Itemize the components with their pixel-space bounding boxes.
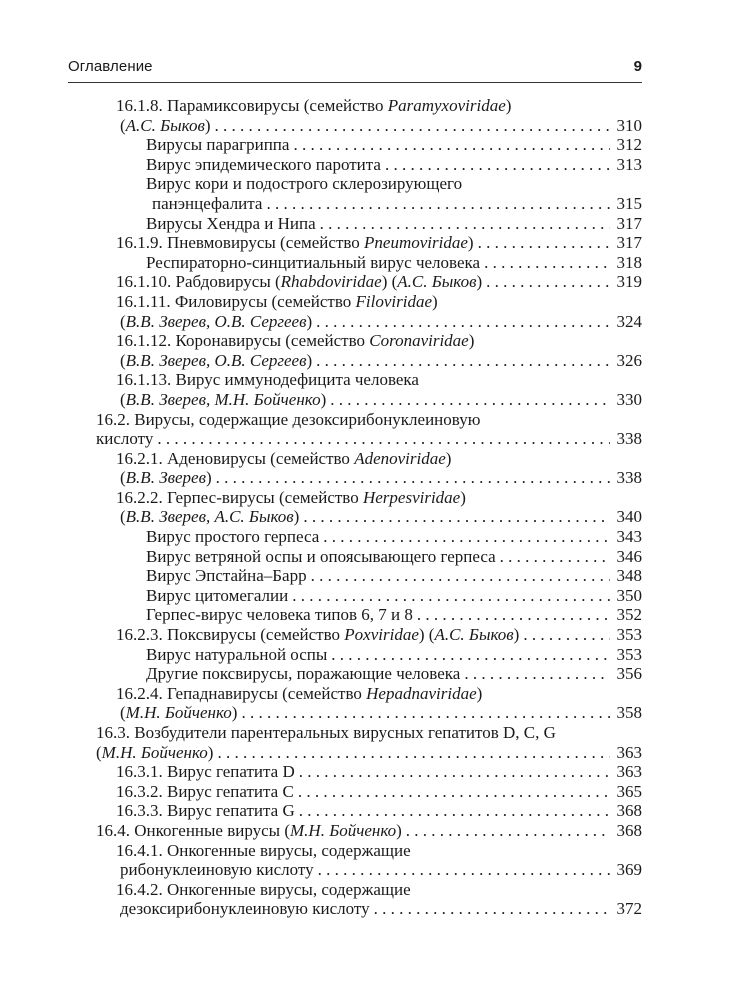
toc-entry (96, 723, 642, 743)
toc-entry-text (116, 449, 451, 468)
toc-page-number: 317 (616, 233, 642, 253)
toc-page-number: 363 (616, 742, 642, 762)
toc-entry-text (120, 351, 312, 371)
toc-entry-text-part: 16.2.3. Поксвирусы (семейство (116, 625, 345, 645)
toc-entry-text-part: ( (120, 350, 126, 370)
toc-page-number: 353 (616, 644, 642, 664)
toc-entry-text (120, 860, 314, 880)
toc-page-number: 324 (616, 311, 642, 331)
toc-page-number: 319 (616, 272, 642, 292)
dot-leader (320, 214, 610, 234)
toc-entry (96, 214, 642, 234)
toc-entry-text (120, 507, 299, 527)
toc-entry-text-part: 16.2.4. Гепаднавирусы (семейство (116, 683, 367, 703)
toc-entry-text-part: ) ( (418, 625, 435, 645)
dot-leader (293, 135, 610, 155)
toc-entry (96, 821, 642, 841)
toc-entry-text-part: ) (231, 703, 238, 723)
toc-entry-text-part: ) (460, 487, 466, 507)
toc-entry-text-part: 16.2. Вирусы, содержащие дезоксирибонуклеиновую (96, 409, 481, 429)
toc-entry-italic-text: А.С. Быков (125, 115, 205, 135)
toc-entry-text-part: Вирус натуральной оспы (146, 644, 328, 664)
toc-entry (96, 860, 642, 880)
toc-entry-text-part: ( (120, 389, 126, 409)
toc-entry-text-part: 16.1.13. Вирус иммунодефицита человека (116, 370, 419, 390)
running-title: Оглавление (68, 58, 153, 75)
dot-leader (486, 272, 610, 292)
toc-entry (96, 116, 642, 136)
toc-page-number: 346 (616, 546, 642, 566)
running-header (68, 58, 642, 80)
toc-entry-text-part: ( (96, 742, 102, 762)
toc-entry-text (146, 135, 289, 155)
toc-entry (96, 586, 642, 606)
toc-page-number: 338 (616, 429, 642, 449)
toc-entry-italic-text: Filoviridae (355, 291, 432, 311)
toc-entry-text-part: Вирус кори и подострого склерозирующего (146, 174, 463, 194)
toc-entry-italic-text: В.В. Зверев (125, 468, 206, 488)
dot-leader (303, 507, 610, 527)
toc-entry (96, 703, 642, 723)
dot-leader (298, 782, 610, 802)
toc-entry-text (96, 743, 213, 763)
toc-entry (96, 899, 642, 919)
toc-entry-italic-text: В.В. Зверев, А.С. Быков (125, 507, 294, 527)
toc-entry-text-part: дезоксирибонуклеиновую кислоту (120, 899, 370, 919)
dot-leader (484, 253, 610, 273)
toc-entry-text-part: Вирус ветряной оспы и опоясывающего герпеса (146, 546, 496, 566)
toc-entry-text-part: ) (513, 625, 520, 645)
toc-entry-italic-text: А.С. Быков (434, 625, 514, 645)
toc-entry (96, 233, 642, 253)
toc-entry-text (120, 468, 212, 488)
toc-entry-text-part: 16.2.1. Аденовирусы (семейство (116, 448, 355, 468)
dot-leader (299, 801, 610, 821)
toc-entry (96, 801, 642, 821)
toc-entry-text-part: Другие поксвирусы, поражающие человека (146, 664, 461, 684)
toc-entry-text-part: ) (207, 742, 214, 762)
dot-leader (157, 429, 610, 449)
toc-entry-text (116, 272, 482, 292)
toc-entry-text (96, 821, 402, 841)
toc-entry-text (146, 527, 319, 547)
toc-entry-text-part: Вирус эпидемического паротита (146, 154, 381, 174)
toc-entry-text (96, 429, 153, 449)
toc-page-number: 340 (616, 507, 642, 527)
toc-entry-italic-text: В.В. Зверев, О.В. Сергеев (125, 311, 307, 331)
toc-entry (96, 449, 642, 469)
toc-entry-italic-text: Adenoviridae (354, 448, 446, 468)
toc-entry (96, 135, 642, 155)
toc-entry-text-part: ) (205, 468, 212, 488)
toc-entry-text-part: 16.3.1. Вирус гепатита D (116, 762, 295, 782)
page-number: 9 (633, 58, 642, 75)
toc-entry-text (116, 880, 411, 899)
toc-entry-text-part: ) (468, 331, 475, 351)
toc-entry (96, 566, 642, 586)
toc-entry (96, 782, 642, 802)
dot-leader (311, 566, 610, 586)
toc-entry-text (120, 899, 370, 919)
toc-page-number: 356 (616, 664, 642, 684)
toc-entry-text-part: ( (120, 468, 126, 488)
toc-entry-text (120, 390, 326, 410)
toc-entry (96, 841, 642, 861)
toc-entry (96, 468, 642, 488)
dot-leader (299, 762, 610, 782)
toc-entry-italic-text: Hepadnaviridae (366, 683, 477, 703)
dot-leader (523, 625, 610, 645)
toc-entry (96, 605, 642, 625)
toc-entry (96, 664, 642, 684)
toc-page-number: 365 (616, 781, 642, 801)
toc-entry-text (116, 292, 438, 311)
toc-entry-text-part: 16.4.1. Онкогенные вирусы, содержащие (116, 840, 411, 860)
toc-entry-text-part: ) (476, 683, 483, 703)
toc-entry-text-part: 16.3. Возбудители парентеральных вирусных гепатитов D, C, G (96, 723, 556, 742)
toc-entry-text (116, 96, 511, 115)
toc-page-number: 350 (616, 585, 642, 605)
toc-entry-italic-text: Paramyxoviridae (387, 96, 506, 115)
toc-entry-text-part: 16.1.9. Пневмовирусы (семейство (116, 233, 365, 253)
toc-entry-text (116, 625, 519, 645)
toc-page-number: 326 (616, 350, 642, 370)
toc-entry-text-part: 16.1.8. Парамиксовирусы (семейство (116, 96, 388, 115)
toc-entry-italic-text: Pneumoviridae (364, 233, 468, 253)
toc-entry-text (116, 684, 482, 703)
toc-entry-italic-text: Rhabdoviridae (280, 272, 382, 292)
toc-entry-text (146, 605, 413, 625)
toc-page-number: 352 (616, 605, 642, 625)
dot-leader (331, 645, 610, 665)
toc-entry-text-part: ) (505, 96, 512, 115)
toc-entry (96, 96, 642, 116)
toc-entry-text-part: 16.3.2. Вирус гепатита C (116, 781, 294, 801)
toc-entry-text-part: рибонуклеиновую кислоту (120, 860, 314, 880)
toc-entry-text-part: 16.4.2. Онкогенные вирусы, содержащие (116, 879, 411, 899)
toc-page-number: 358 (616, 703, 642, 723)
dot-leader (241, 703, 610, 723)
toc-page-number: 330 (616, 389, 642, 409)
dot-leader (385, 155, 610, 175)
toc-entry-text-part: 16.1.11. Филовирусы (семейство (116, 291, 356, 311)
header-rule (68, 82, 642, 83)
toc-entry-text-part: ) (306, 311, 313, 331)
toc-entry-text-part: Вирус Эпстайна–Барр (146, 566, 307, 586)
toc-entry (96, 390, 642, 410)
toc-entry-text (116, 782, 294, 802)
toc-page-number: 353 (616, 625, 642, 645)
toc-entry-italic-text: М.Н. Бойченко (101, 742, 208, 762)
toc-entry (96, 331, 642, 351)
toc-entry-text (116, 331, 474, 350)
toc-entry-text-part: ) (320, 389, 327, 409)
dot-leader (417, 605, 610, 625)
toc-page-number: 313 (616, 154, 642, 174)
toc-entry-italic-text: В.В. Зверев, О.В. Сергеев (125, 350, 307, 370)
dot-leader (266, 194, 610, 214)
toc-entry-text-part: ) ( (381, 272, 398, 292)
toc-entry-italic-text: М.Н. Бойченко (125, 703, 232, 723)
toc-page-number: 363 (616, 762, 642, 782)
toc-entry-text-part: кислоту (96, 429, 154, 449)
toc-entry-text (116, 801, 295, 821)
dot-leader (330, 390, 610, 410)
toc-page-number: 338 (616, 468, 642, 488)
toc-entry-italic-text: Coronaviridae (369, 331, 469, 351)
toc-entry-text-part: ( (120, 703, 126, 723)
toc-page-number: 348 (616, 566, 642, 586)
toc-entry-text (120, 312, 312, 332)
toc-entry-text (146, 547, 496, 567)
toc-page-number: 315 (616, 193, 642, 213)
toc-entry-text-part: панэнцефалита (152, 193, 263, 213)
toc-entry (96, 429, 642, 449)
toc-entry-text (116, 233, 474, 253)
toc-entry-italic-text: М.Н. Бойченко (290, 820, 397, 840)
toc-entry-text (116, 370, 419, 389)
toc-entry (96, 684, 642, 704)
toc-entry (96, 625, 642, 645)
dot-leader (478, 233, 610, 253)
toc-page-number: 310 (616, 115, 642, 135)
toc-entry-text-part: 16.1.12. Коронавирусы (семейство (116, 331, 370, 351)
toc-entry-text-part: 16.4. Онкогенные вирусы ( (96, 820, 291, 840)
toc-page-number: 368 (616, 820, 642, 840)
dot-leader (292, 586, 610, 606)
toc-entry-text (120, 116, 211, 136)
toc-entry-text (152, 194, 262, 214)
toc-entry-text-part: ) (396, 820, 402, 840)
dot-leader (464, 664, 610, 684)
dot-leader (406, 821, 610, 841)
toc-entry-text (146, 174, 462, 193)
toc-entry-text-part: Вирусы Хендра и Нипа (146, 213, 316, 233)
toc-entry (96, 527, 642, 547)
toc-entry (96, 547, 642, 567)
toc-entry-text (116, 762, 295, 782)
toc-entry-text-part: ) (306, 350, 313, 370)
toc-page-number: 368 (616, 801, 642, 821)
toc-page-number: 343 (616, 527, 642, 547)
toc-page-number: 317 (616, 213, 642, 233)
toc-entry-text-part: ) (204, 115, 211, 135)
toc-entry-text-part: Респираторно-синцитиальный вирус человека (146, 252, 481, 272)
toc-entry-italic-text: А.С. Быков (397, 272, 477, 292)
toc-page-number: 369 (616, 860, 642, 880)
table-of-contents (96, 96, 642, 919)
toc-entry-text (146, 586, 288, 606)
toc-entry (96, 410, 642, 430)
toc-entry-text-part: ( (120, 115, 126, 135)
toc-entry-text (120, 703, 237, 723)
toc-entry-italic-text: Poxviridae (344, 625, 419, 645)
toc-entry-text (96, 723, 556, 742)
toc-entry-italic-text: Herpesviridae (362, 487, 461, 507)
toc-entry (96, 312, 642, 332)
toc-page-number: 318 (616, 252, 642, 272)
toc-entry (96, 351, 642, 371)
toc-entry (96, 762, 642, 782)
toc-entry-text-part: ( (120, 311, 126, 331)
toc-entry (96, 507, 642, 527)
toc-entry-text (146, 645, 327, 665)
dot-leader (500, 547, 610, 567)
toc-entry (96, 880, 642, 900)
toc-entry-text-part: ) (445, 448, 452, 468)
toc-entry (96, 174, 642, 194)
toc-entry-text (146, 214, 316, 234)
toc-entry (96, 370, 642, 390)
toc-entry-text-part: Вирус цитомегалии (146, 585, 289, 605)
toc-entry (96, 488, 642, 508)
toc-entry (96, 155, 642, 175)
toc-entry-text (146, 664, 460, 684)
dot-leader (323, 527, 610, 547)
toc-entry (96, 645, 642, 665)
toc-entry-text (146, 253, 480, 273)
dot-leader (316, 312, 610, 332)
dot-leader (318, 860, 610, 880)
toc-entry-text (116, 841, 411, 860)
toc-entry-text (96, 410, 480, 429)
toc-entry-text (116, 488, 466, 507)
toc-entry (96, 272, 642, 292)
toc-entry-text-part: ) (476, 272, 483, 292)
dot-leader (217, 743, 610, 763)
dot-leader (216, 468, 610, 488)
toc-entry-text-part: ( (120, 507, 126, 527)
toc-page-number: 372 (616, 899, 642, 919)
dot-leader (374, 899, 610, 919)
toc-entry-text (146, 566, 307, 586)
toc-entry (96, 743, 642, 763)
dot-leader (316, 351, 610, 371)
toc-entry (96, 253, 642, 273)
toc-entry (96, 194, 642, 214)
toc-entry-text-part: 16.2.2. Герпес-вирусы (семейство (116, 487, 363, 507)
toc-entry-text-part: Вирус простого герпеса (146, 527, 320, 547)
toc-entry-text-part: 16.3.3. Вирус гепатита G (116, 801, 295, 821)
toc-entry-text-part: ) (293, 507, 300, 527)
toc-entry-text-part: ) (467, 233, 474, 253)
toc-entry (96, 292, 642, 312)
toc-entry-text-part: Вирусы парагриппа (146, 135, 290, 155)
toc-entry-text-part: ) (431, 291, 438, 311)
toc-entry-text (146, 155, 381, 175)
toc-entry-text-part: 16.1.10. Рабдовирусы ( (116, 272, 281, 292)
toc-entry-italic-text: В.В. Зверев, М.Н. Бойченко (125, 389, 321, 409)
toc-entry-text-part: Герпес-вирус человека типов 6, 7 и 8 (146, 605, 413, 625)
dot-leader (215, 116, 610, 136)
toc-page-number: 312 (616, 135, 642, 155)
